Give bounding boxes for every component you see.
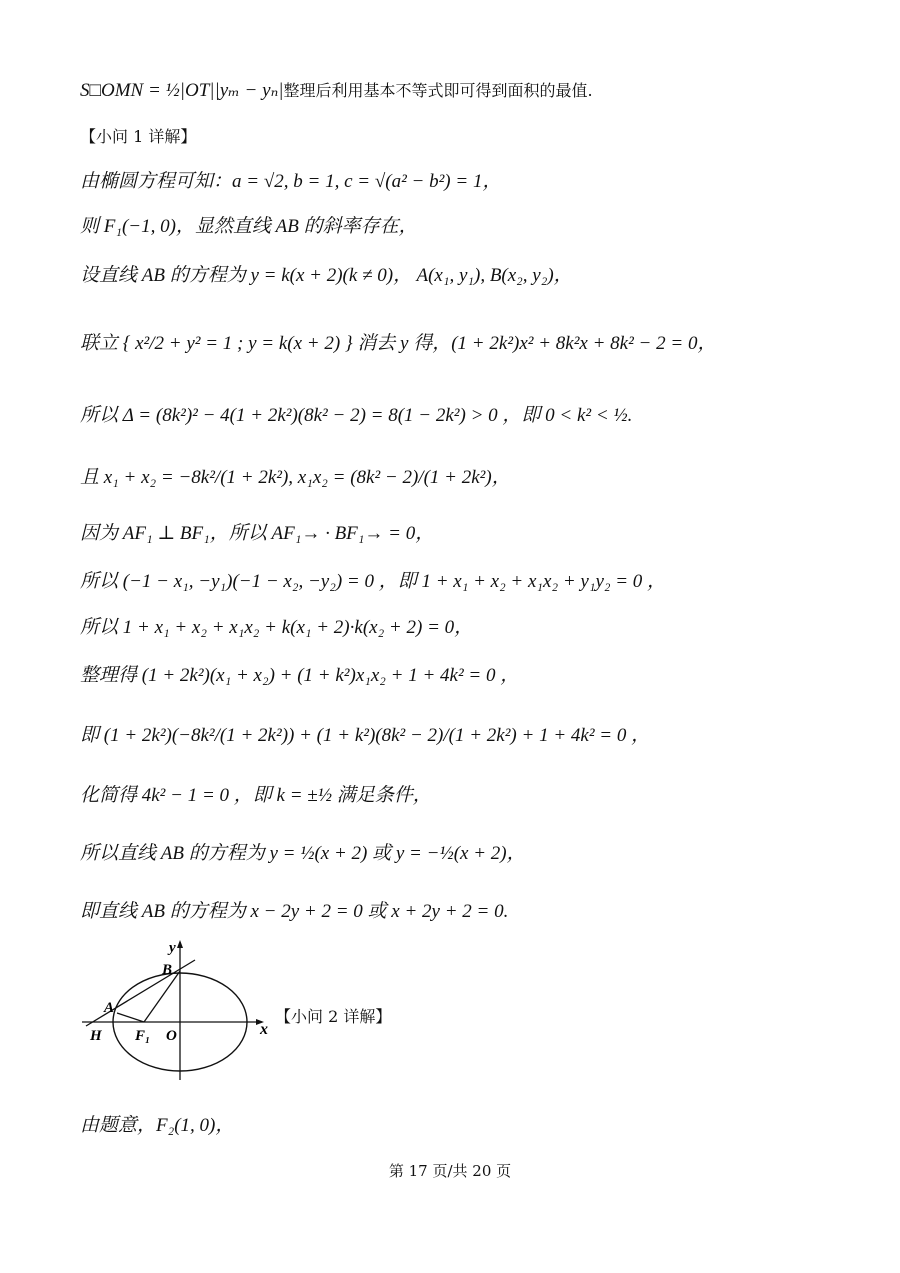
text-segment: 【小问 2 详解】 <box>275 1007 392 1026</box>
math-expression: 所以 Δ = (8k²)² − 4(1 + 2k²)(8k² − 2) = 8(1 − 2k²) > 0 ，即 0 < k² < ½. <box>80 405 633 426</box>
label-y: y <box>169 940 176 956</box>
text-line <box>80 124 196 147</box>
text-line <box>80 518 434 545</box>
y-axis-arrow <box>177 940 183 948</box>
math-expression: 即 (1 + 2k²)(−8k²/(1 + 2k²)) + (1 + k²)(8k² − 2)/(1 + 2k²) + 1 + 4k² = 0 ， <box>80 725 651 746</box>
math-expression: 所以 1 + x₁ + x₂ + x₁x₂ + k(x₁ + 2)·k(x₂ + 2) = 0， <box>80 617 474 638</box>
text-line <box>80 400 632 427</box>
text-segment: 【小问 1 详解】 <box>80 127 197 146</box>
label-h: H <box>90 1028 102 1044</box>
text-line <box>80 660 519 687</box>
text-line <box>80 1110 234 1137</box>
text-line <box>80 211 418 238</box>
line-hb <box>86 960 195 1026</box>
text-line <box>80 566 666 593</box>
math-expression: 即直线 AB 的方程为 x − 2y + 2 = 0 或 x + 2y + 2 = 0. <box>80 901 509 922</box>
ellipse-figure <box>80 938 280 1083</box>
label-f1: F₁ <box>135 1028 151 1044</box>
page-footer: 第 17 页/共 20 页 <box>388 1162 512 1180</box>
math-expression: 则 F₁(−1, 0)，显然直线 AB 的斜率存在， <box>80 216 418 237</box>
math-expression: 由题意，F₂(1, 0)， <box>80 1115 235 1136</box>
math-expression: 化简得 4k² − 1 = 0 ，即 k = ±½ 满足条件， <box>80 785 432 806</box>
math-expression: S□OMN = ½|OT||yₘ − yₙ| <box>80 80 284 101</box>
math-expression: 设直线 AB 的方程为 y = k(x + 2)(k ≠ 0)， A(x₁, y₁), B(x₂, y₂)， <box>80 265 573 286</box>
label-a: A <box>104 1000 115 1016</box>
text-line <box>80 462 511 489</box>
label-x: x <box>260 1021 268 1038</box>
text-line <box>80 838 526 865</box>
label-b: B <box>162 962 173 978</box>
math-expression: 整理得 (1 + 2k²)(x₁ + x₂) + (1 + k²)x₁x₂ + 1 + 4k² = 0 ， <box>80 665 520 686</box>
text-line <box>80 166 501 193</box>
math-expression: 联立 { x²/2 + y² = 1 ; y = k(x + 2) } 消去 y 得，(1 + 2k²)x² + 8k²x + 8k² − 2 = 0， <box>80 333 717 354</box>
text-line <box>80 328 716 355</box>
text-line <box>80 780 432 807</box>
text-line <box>80 78 593 102</box>
text-segment: 整理后利用基本不等式即可得到面积的最值. <box>283 81 593 100</box>
label-o: O <box>166 1028 177 1044</box>
text-line <box>80 720 650 747</box>
math-expression: 且 x₁ + x₂ = −8k²/(1 + 2k²), x₁x₂ = (8k² − 2)/(1 + 2k²)， <box>80 467 511 488</box>
math-expression: 所以直线 AB 的方程为 y = ½(x + 2) 或 y = −½(x + 2)， <box>80 843 526 864</box>
text-line <box>275 1004 391 1027</box>
segment-af1 <box>117 1013 144 1022</box>
math-expression: 由椭圆方程可知：a = √2, b = 1, c = √(a² − b²) = 1， <box>80 171 502 192</box>
text-line <box>80 896 508 923</box>
text-line <box>80 612 473 639</box>
math-expression: 所以 (−1 − x₁, −y₁)(−1 − x₂, −y₂) = 0 ，即 1 + x₁ + x₂ + x₁x₂ + y₁y₂ = 0 ， <box>80 571 667 592</box>
math-expression: 因为 AF₁ ⊥ BF₁，所以 AF₁→ · BF₁→ = 0， <box>80 523 435 544</box>
text-line <box>80 260 573 287</box>
